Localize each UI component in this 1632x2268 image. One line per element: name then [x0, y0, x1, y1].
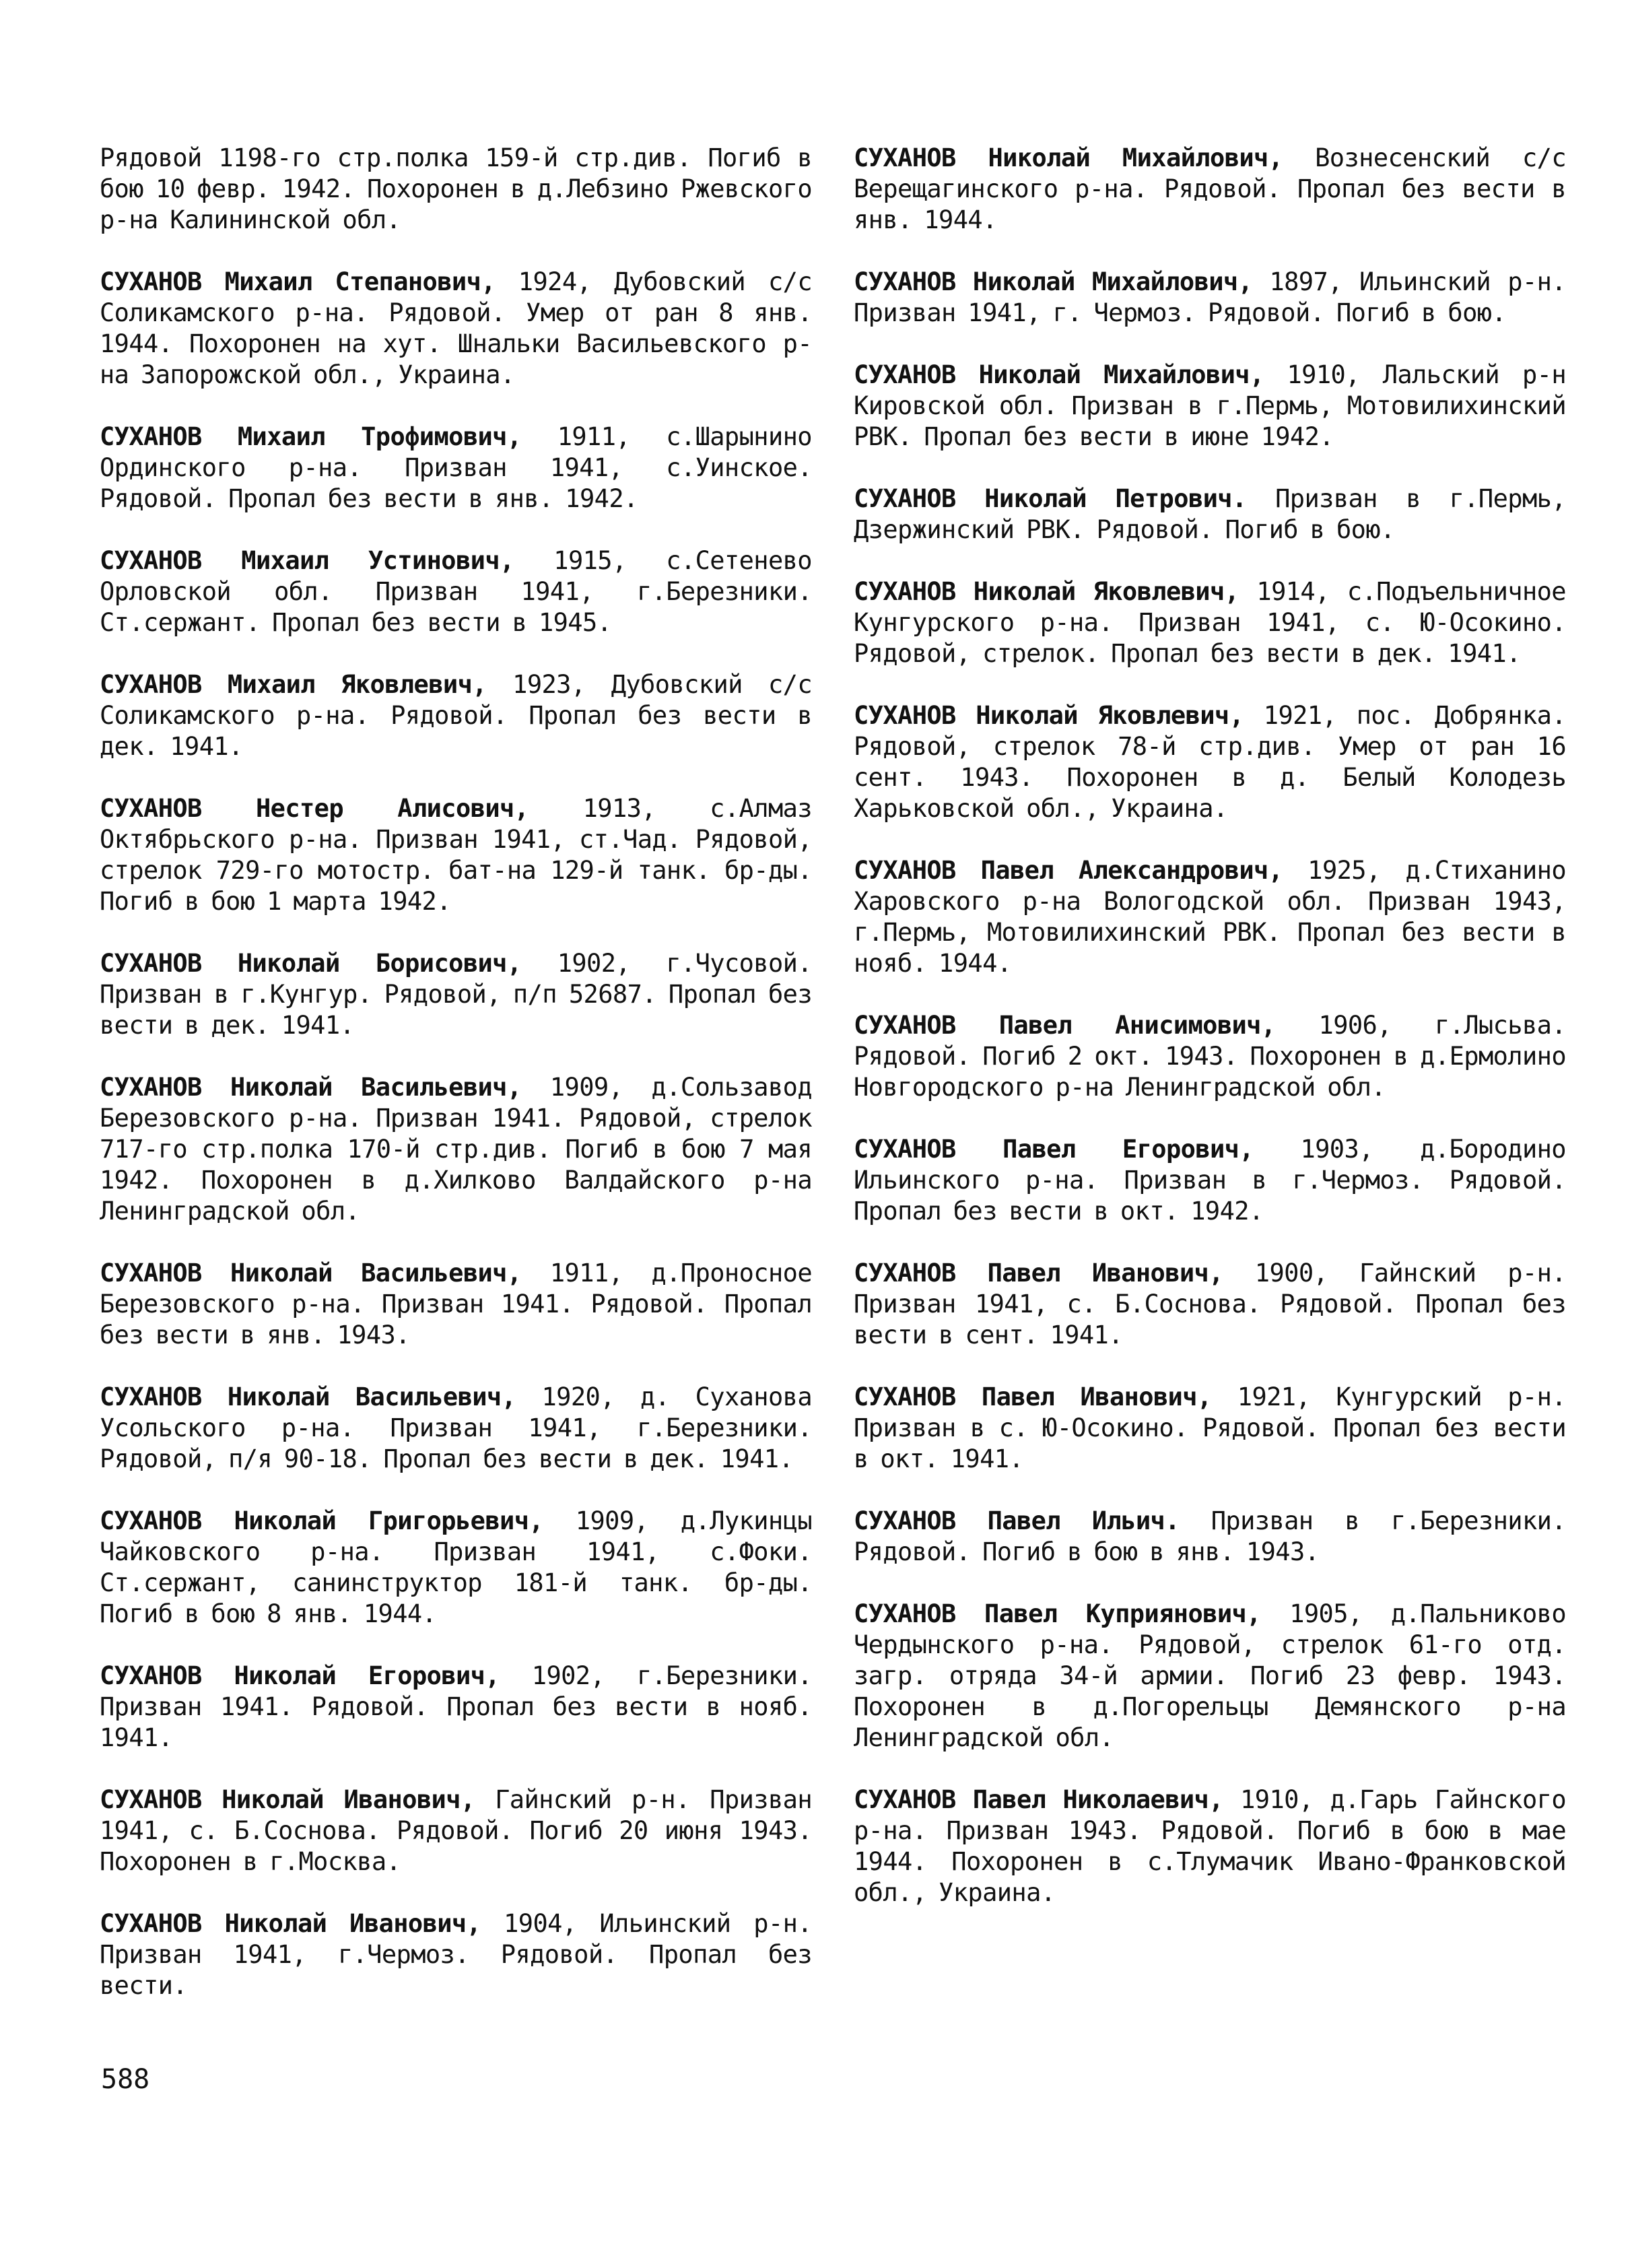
left-column — [100, 143, 812, 2032]
entry — [100, 1785, 812, 1877]
entry-name: СУХАНОВ Николай Егорович, — [100, 1661, 500, 1690]
entry-text: 1921, Кунгурский р-н. Призван в с. Ю-Осокино. Рядовой. Пропал без вести в окт. 1941. — [854, 1382, 1566, 1473]
entry — [854, 1599, 1566, 1754]
entry — [854, 483, 1566, 545]
entry-name: СУХАНОВ Павел Егорович, — [854, 1135, 1254, 1164]
entry-name: СУХАНОВ Николай Яковлевич, — [854, 577, 1239, 606]
entry-name: СУХАНОВ Павел Анисимович, — [854, 1011, 1276, 1040]
entry — [100, 669, 812, 762]
entry-text: 1920, д. Суханова Усольского р-на. Призван 1941, г.Березники. Рядовой, п/я 90-18. Пропал без вести в дек. 1941. — [100, 1382, 812, 1473]
entry — [100, 793, 812, 917]
entry — [854, 1134, 1566, 1227]
entry-text: 1906, г.Лысьва. Рядовой. Погиб 2 окт. 1943. Похоронен в д.Ермолино Новгородского р-на Ленинградской обл. — [854, 1011, 1566, 1102]
entry-text: 1915, с.Сетенево Орловской обл. Призван 1941, г.Березники. Ст.сержант. Пропал без вести в 1945. — [100, 546, 812, 637]
entry-text: Призван в г.Березники. Рядовой. Погиб в бою в янв. 1943. — [854, 1506, 1566, 1566]
entry — [100, 1908, 812, 2001]
entry-text: 1903, д.Бородино Ильинского р-на. Призван в г.Чермоз. Рядовой. Пропал без вести в окт. 1942. — [854, 1135, 1566, 1226]
entry-text: 1909, д.Лукинцы Чайковского р-на. Призван 1941, с.Фоки. Ст.сержант, санинструктор 181-й танк. бр-ды. Погиб в бою 8 янв. 1944. — [100, 1506, 812, 1628]
entry — [854, 1785, 1566, 1908]
entry — [100, 1661, 812, 1754]
entry-name: СУХАНОВ Николай Борисович, — [100, 949, 522, 978]
entry-name: СУХАНОВ Михаил Устинович, — [100, 546, 514, 575]
entry — [100, 1258, 812, 1351]
entry — [100, 267, 812, 391]
entry-text: 1911, с.Шарынино Ординского р-на. Призван 1941, с.Уинское. Рядовой. Пропал без вести в янв. 1942. — [100, 422, 812, 513]
entry — [854, 1506, 1566, 1568]
entry — [854, 576, 1566, 669]
entry-name: СУХАНОВ Нестер Алисович, — [100, 794, 529, 823]
entry-name: СУХАНОВ Михаил Степанович, — [100, 267, 496, 296]
entry-text: 1913, с.Алмаз Октябрьского р-на. Призван 1941, ст.Чад. Рядовой, стрелок 729-го мотостр. бат-на 129-й танк. бр-ды. Погиб в бою 1 марта 1942. — [100, 794, 812, 916]
entry-name: СУХАНОВ Павел Иванович, — [854, 1259, 1223, 1288]
entry-name: СУХАНОВ Павел Ильич. — [854, 1506, 1180, 1535]
entry-name: СУХАНОВ Павел Николаевич, — [854, 1785, 1223, 1814]
entry-text: 1914, с.Подъельничное Кунгурского р-на. Призван 1941, с. Ю-Осокино. Рядовой, стрелок. Пропал без вести в дек. 1941. — [854, 577, 1566, 668]
entry — [854, 1258, 1566, 1351]
entry-text: 1910, д.Гарь Гайнского р-на. Призван 1943. Рядовой. Погиб в бою в мае 1944. Похоронен в с.Тлумачик Ивано-Франковской обл., Украина. — [854, 1785, 1566, 1907]
entry-text: 1902, г.Березники. Призван 1941. Рядовой. Пропал без вести в нояб. 1941. — [100, 1661, 812, 1752]
entry-text: Рядовой 1198-го стр.полка 159-й стр.див. Погиб в бою 10 февр. 1942. Похоронен в д.Лебзино Ржевского р-на Калининской обл. — [100, 143, 812, 234]
entry-name: СУХАНОВ Михаил Яковлевич, — [100, 670, 487, 699]
entry-text: 1911, д.Проносное Березовского р-на. Призван 1941. Рядовой. Пропал без вести в янв. 1943. — [100, 1259, 812, 1349]
entry — [100, 1506, 812, 1630]
entry-name: СУХАНОВ Николай Васильевич, — [100, 1073, 522, 1102]
entry — [100, 1382, 812, 1475]
right-column — [854, 143, 1566, 1939]
entry-text: 1905, д.Пальниково Чердынского р-на. Рядовой, стрелок 61-го отд. загр. отряда 34-й армии. Погиб 23 февр. 1943. Похоронен в д.Погорельцы Демянского р-на Ленинградской обл. — [854, 1599, 1566, 1752]
entry-name: СУХАНОВ Николай Васильевич, — [100, 1382, 516, 1411]
entry-text: 1897, Ильинский р-н. Призван 1941, г. Чермоз. Рядовой. Погиб в бою. — [854, 267, 1566, 327]
entry-text: 1909, д.Сользавод Березовского р-на. Призван 1941. Рядовой, стрелок 717-го стр.полка 170-й стр.див. Погиб в бою 7 мая 1942. Похоронен в д.Хилково Валдайского р-на Ленинградской обл. — [100, 1073, 812, 1226]
entry-name: СУХАНОВ Павел Иванович, — [854, 1382, 1212, 1411]
entry-text: 1925, д.Стиханино Харовского р-на Вологодской обл. Призван 1943, г.Пермь, Мотовилихинский РВК. Пропал без вести в нояб. 1944. — [854, 856, 1566, 978]
entry-name: СУХАНОВ Николай Михайлович, — [854, 267, 1253, 296]
entry — [854, 700, 1566, 824]
entry-text: 1921, пос. Добрянка. Рядовой, стрелок 78-й стр.див. Умер от ран 16 сент. 1943. Похоронен в д. Белый Колодезь Харьковской обл., Украина. — [854, 701, 1566, 823]
page-number: 588 — [101, 2064, 150, 2095]
entry-name: СУХАНОВ Николай Иванович, — [100, 1909, 481, 1938]
entry-text: Вознесенский с/с Верещагинского р-на. Рядовой. Пропал без вести в янв. 1944. — [854, 143, 1566, 234]
entry-name: СУХАНОВ Николай Михайлович, — [854, 360, 1264, 389]
entry-name: СУХАНОВ Николай Васильевич, — [100, 1259, 522, 1288]
entry-name: СУХАНОВ Михаил Трофимович, — [100, 422, 522, 451]
entry-name: СУХАНОВ Николай Михайлович, — [854, 143, 1283, 172]
entry-name: СУХАНОВ Николай Петрович. — [854, 484, 1247, 513]
entry — [100, 422, 812, 514]
entry-text: 1902, г.Чусовой. Призван в г.Кунгур. Рядовой, п/п 52687. Пропал без вести в дек. 1941. — [100, 949, 812, 1040]
entry — [100, 1072, 812, 1227]
entry — [100, 948, 812, 1041]
entry-continuation — [100, 143, 812, 236]
entry-name: СУХАНОВ Николай Григорьевич, — [100, 1506, 544, 1535]
entry-name: СУХАНОВ Николай Яковлевич, — [854, 701, 1244, 730]
entry — [854, 1382, 1566, 1475]
entry-text: 1900, Гайнский р-н. Призван 1941, с. Б.Соснова. Рядовой. Пропал без вести в сент. 1941. — [854, 1259, 1567, 1349]
entry-name: СУХАНОВ Павел Куприянович, — [854, 1599, 1261, 1628]
entry — [854, 855, 1566, 979]
entry-text: Гайнский р-н. Призван 1941, с. Б.Соснова. Рядовой. Погиб 20 июня 1943. Похоронен в г.Москва. — [100, 1785, 812, 1876]
entry — [854, 143, 1566, 236]
entry-text: 1923, Дубовский с/с Соликамского р-на. Рядовой. Пропал без вести в дек. 1941. — [100, 670, 813, 761]
entry — [854, 267, 1566, 329]
entry-text: 1910, Лальский р-н Кировской обл. Призван в г.Пермь, Мотовилихинский РВК. Пропал без вести в июне 1942. — [854, 360, 1566, 451]
entry-text: 1924, Дубовский с/с Соликамского р-на. Рядовой. Умер от ран 8 янв. 1944. Похоронен на хут. Шнальки Васильевского р-на Запорожской обл., Украина. — [100, 267, 812, 389]
entry-name: СУХАНОВ Николай Иванович, — [100, 1785, 475, 1814]
entry — [854, 1010, 1566, 1103]
entry-text: 1904, Ильинский р-н. Призван 1941, г.Чермоз. Рядовой. Пропал без вести. — [100, 1909, 812, 2000]
entry — [100, 545, 812, 638]
entry-name: СУХАНОВ Павел Александрович, — [854, 856, 1283, 885]
entry-text: Призван в г.Пермь, Дзержинский РВК. Рядовой. Погиб в бою. — [854, 484, 1566, 544]
entry — [854, 360, 1566, 453]
